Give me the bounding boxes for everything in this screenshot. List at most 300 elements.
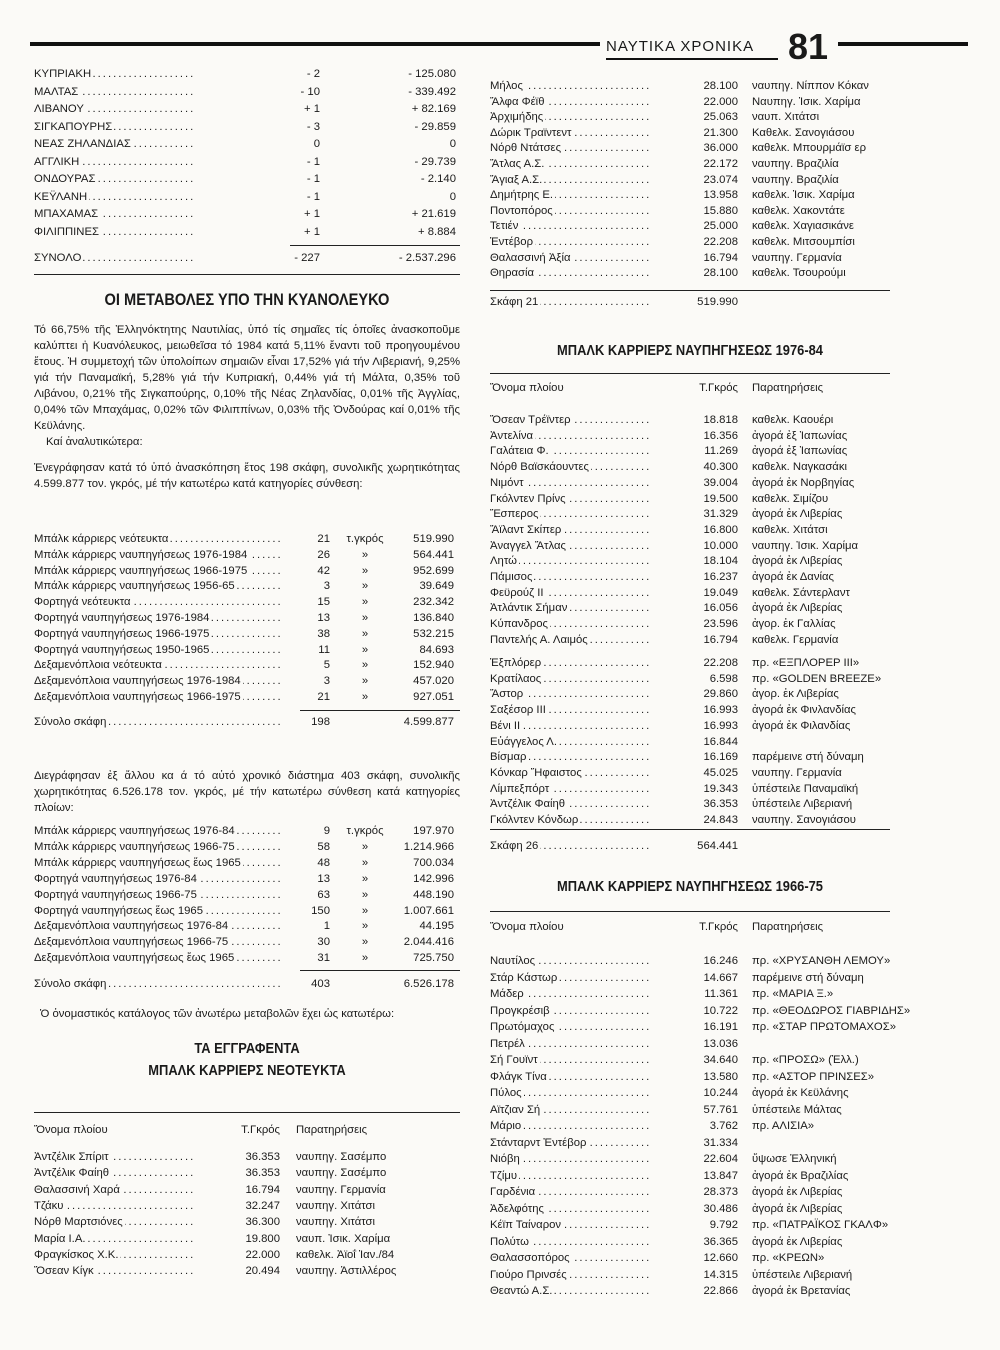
ship-remarks: ἀγορά ἐκ Δανίας bbox=[752, 571, 834, 583]
ship-row bbox=[0, 459, 1000, 475]
ship-remarks: ὑπέστειλε Μάλτας bbox=[752, 1103, 842, 1116]
ship-remarks: καθελκ. Χαγιασικάνε bbox=[752, 220, 854, 233]
category-unit: » bbox=[361, 840, 369, 853]
ship-gross: 11.361 bbox=[704, 988, 738, 1000]
ship-name: Ἐξπλόρερ bbox=[490, 657, 542, 669]
flag-tonnage: + 8.884 bbox=[417, 225, 456, 238]
ship-gross: 19.800 bbox=[245, 1232, 280, 1245]
ship-name: Κρατίλαος bbox=[490, 672, 542, 685]
category-count: 13 bbox=[317, 872, 330, 885]
ship-row bbox=[0, 1217, 1000, 1233]
list-intro: Ὁ ὀνομαστικός κατάλογος τῶν ἀνωτέρω μεταβολῶν ἔχει ὡς κατωτέρω: bbox=[40, 1008, 395, 1020]
ship-name: Γιούρο Πρινσές bbox=[490, 1268, 567, 1281]
bulk-1976-84-total-label: Σκάφη 26 bbox=[490, 840, 539, 852]
magazine-title: ΝΑΥΤΙΚΑ ΧΡΟΝΙΚΑ bbox=[606, 38, 755, 55]
ship-gross: 36.300 bbox=[245, 1216, 280, 1229]
ship-name: Δώρικ Τραϊντεντ bbox=[490, 126, 572, 139]
flag-count: - 3 bbox=[306, 120, 320, 133]
ship-gross: 11.269 bbox=[704, 445, 738, 458]
ship-name: Αϊτζιαν Σή bbox=[490, 1103, 541, 1116]
ship-remarks: καθελκ. Σιμίζου bbox=[752, 492, 829, 505]
ship-name: Ἄτλας Α.Σ. bbox=[490, 158, 545, 170]
category-tonnage: 1.214.966 bbox=[403, 840, 454, 853]
ship-name: Νιμόντ bbox=[490, 476, 524, 489]
ship-gross: 22.208 bbox=[703, 657, 738, 669]
ship-remarks: καθελκ. Σάντερλαντ bbox=[752, 586, 850, 599]
ship-remarks: ναυπηγ. Χιτάτσι bbox=[296, 1199, 376, 1212]
category-label: Μπάλκ κάρριερς ναυπηγήσεως 1966-1975 bbox=[34, 564, 248, 577]
category-tonnage: 725.750 bbox=[413, 952, 454, 965]
category-label: Μπάλκ κάρριερς ναυπηγήσεως 1966-75 bbox=[34, 840, 235, 853]
ship-remarks: πρ. «ΠΑΤΡΑΪΚΟΣ ΓΚΑΛΦ» bbox=[752, 1219, 889, 1231]
ship-gross: 19.500 bbox=[703, 492, 738, 505]
ship-gross: 16.169 bbox=[703, 751, 738, 764]
column-gross-header: Τ.Γκρός bbox=[241, 1124, 280, 1136]
category-unit: » bbox=[361, 643, 369, 656]
ship-row bbox=[0, 632, 1000, 648]
ship-row bbox=[0, 702, 1000, 718]
page-number: 81 bbox=[788, 26, 829, 67]
ship-remarks: ἀγορά ἐκ Βραζιλίας bbox=[752, 1169, 849, 1182]
ship-name: Φραγκίσκος Χ.Κ. bbox=[34, 1248, 119, 1261]
ship-gross: 10.000 bbox=[703, 539, 738, 552]
ship-remarks: καθελκ. Χιτάτσι bbox=[752, 523, 828, 536]
ship-gross: 28.100 bbox=[703, 267, 738, 280]
ship-row bbox=[0, 1102, 1000, 1118]
ship-row bbox=[0, 1036, 1000, 1052]
category-total-count: 198 bbox=[311, 716, 330, 728]
ship-gross: 16.356 bbox=[703, 429, 738, 442]
ship-row bbox=[0, 796, 1000, 812]
column-gross-header: Τ.Γκρός bbox=[699, 921, 738, 933]
ship-gross: 13.036 bbox=[703, 1037, 738, 1050]
ship-remarks: καθελκ. Μπουρμάϊσ ερ bbox=[752, 142, 866, 155]
ship-remarks: ἀγορά ἐκ Λιβερίας bbox=[752, 1235, 843, 1248]
paragraph-deleted: Διεγράφησαν ἐξ ἄλλου κα ά τό αὐτό χρονικό διάστημα 403 σκάφη, συνολικῆς χωρητικότητας 6.526.178 τον. γκρός, μέ τήν κατωτέρω σύνθεση κατά κατηγορίες πλοίων: bbox=[34, 770, 460, 814]
ship-name: Πρωτόμαχος bbox=[490, 1021, 555, 1033]
ship-remarks: ναυπ. Ἰσικ. Χαρίμα bbox=[296, 1232, 391, 1245]
category-unit: » bbox=[361, 888, 369, 901]
ship-remarks: πρ. «ΕΞΠΛΟΡΕΡ ΙΙΙ» bbox=[752, 657, 860, 669]
ship-row bbox=[0, 125, 1000, 141]
ship-remarks: ὕψωσε Ἑλληνική bbox=[752, 1153, 837, 1165]
flag-tonnage: - 29.739 bbox=[414, 155, 456, 168]
ship-name: Πύλος bbox=[490, 1087, 522, 1099]
ship-row bbox=[0, 1234, 1000, 1250]
category-count: 3 bbox=[323, 675, 330, 688]
category-count: 38 bbox=[317, 627, 330, 640]
ship-remarks: ἀγορά ἐκ Λιβερίας bbox=[752, 555, 843, 568]
category-count: 21 bbox=[317, 691, 330, 703]
flag-name: ΛΙΒΑΝΟΥ bbox=[34, 103, 84, 115]
ship-gross: 21.300 bbox=[703, 126, 738, 139]
ship-row bbox=[0, 1118, 1000, 1134]
ship-name: Φεϋρούζ ΙΙ bbox=[490, 586, 544, 599]
ship-row bbox=[0, 172, 1000, 188]
ship-name: Τετιέν bbox=[490, 220, 519, 233]
category-unit: » bbox=[361, 580, 369, 593]
ship-name: Παντελής Α. Λαιμός bbox=[490, 633, 588, 646]
ship-gross: 22.000 bbox=[245, 1248, 280, 1261]
ship-name: Στάρ Κάστωρ bbox=[490, 971, 558, 984]
category-tonnage: 448.190 bbox=[413, 888, 454, 901]
ship-name: Ἄλφα Φέϊθ bbox=[490, 95, 545, 108]
category-label: Φορτηγά ναυπηγήσεως 1966-75 bbox=[34, 888, 197, 901]
ship-remarks: πρ. «ΣΤΑΡ ΠΡΩΤΟΜΑΧΟΣ» bbox=[752, 1021, 896, 1033]
ship-name: Μαρία Ι.Α. bbox=[34, 1232, 86, 1245]
ship-name: Ποντοπόρος bbox=[490, 204, 553, 217]
ship-row bbox=[0, 1052, 1000, 1068]
ship-remarks: καθελκ. Μιτσουμπίσι bbox=[752, 236, 855, 248]
ship-name: Ἀναγγελ Ἄτλας bbox=[490, 539, 566, 552]
category-label: Φορτηγά ναυπηγήσεως ἕως 1965 bbox=[34, 904, 203, 917]
category-unit: » bbox=[361, 920, 369, 933]
category-label: Μπάλκ κάρριερς ναυπηγήσεως 1956-65 bbox=[34, 580, 235, 593]
ship-gross: 23.596 bbox=[703, 618, 738, 631]
ship-name: Ὄσεαν Τρέϊντερ bbox=[490, 414, 571, 426]
ship-name: Λητώ bbox=[490, 555, 517, 568]
ship-name: Ὄσεαν Κίγκ bbox=[34, 1265, 94, 1278]
ship-gross: 13.580 bbox=[703, 1070, 738, 1083]
section-title-changes: ΟΙ ΜΕΤΑΒΟΛΕΣ ΥΠΟ ΤΗΝ ΚΥΑΝΟΛΕΥΚΟ bbox=[104, 290, 390, 309]
ship-row bbox=[0, 475, 1000, 491]
bulk-1976-84-sum-line bbox=[490, 829, 890, 830]
ship-gross: 36.353 bbox=[245, 1167, 280, 1180]
ship-gross: 16.794 bbox=[703, 251, 738, 264]
category-total-label: Σύνολο σκάφη bbox=[34, 716, 107, 728]
ship-name: Θαλασσοπόρος bbox=[490, 1252, 570, 1264]
category-tonnage: 564.441 bbox=[413, 548, 454, 561]
ship-remarks: ναυπηγ. Ἰσικ. Χαρίμα bbox=[752, 539, 859, 552]
bulk-1976-84-total-value: 564.441 bbox=[697, 840, 738, 852]
newbuilt-total-value: 519.990 bbox=[697, 296, 738, 308]
ship-gross: 31.329 bbox=[703, 508, 738, 521]
ship-remarks: πρ. «ΘΕΟΔΩΡΟΣ ΓΙΑΒΡΙΔΗΣ» bbox=[752, 1004, 911, 1017]
ship-row bbox=[0, 1201, 1000, 1217]
ship-remarks: ναυπηγ. Γερμανία bbox=[296, 1183, 386, 1196]
bulk-1976-84-top-line bbox=[490, 373, 890, 374]
ship-gross: 6.598 bbox=[709, 672, 738, 685]
flag-count: - 1 bbox=[306, 173, 320, 185]
ship-row bbox=[0, 265, 1000, 281]
category-count: 58 bbox=[317, 840, 330, 853]
flag-name: ΣΙΓΚΑΠΟΥΡΗΣ bbox=[34, 120, 113, 133]
ship-gross: 16.844 bbox=[703, 735, 738, 748]
flag-count: - 2 bbox=[306, 68, 320, 80]
ship-row bbox=[0, 686, 1000, 702]
ship-gross: 22.172 bbox=[703, 158, 738, 170]
ship-gross: 10.722 bbox=[703, 1004, 738, 1017]
ship-name: Κύπανδρος bbox=[490, 618, 548, 631]
category-label: Φορτηγά ναυπηγήσεως 1966-1975 bbox=[34, 627, 210, 640]
ship-name: Μάριο bbox=[490, 1120, 522, 1132]
ship-gross: 28.373 bbox=[703, 1186, 738, 1198]
ship-remarks: ἀγορά ἐκ Λιβερίας bbox=[752, 508, 843, 521]
flag-name: ΝΕΑΣ ΖΗΛΑΝΔΙΑΣ bbox=[34, 138, 131, 150]
ship-name: Νόρθ Ντάτσες bbox=[490, 142, 562, 155]
flag-count: + 1 bbox=[303, 225, 320, 238]
ship-row bbox=[0, 109, 1000, 125]
ship-row bbox=[0, 616, 1000, 632]
ship-gross: 36.365 bbox=[703, 1235, 738, 1248]
ship-remarks: ναυπηγ. Βραζιλία bbox=[752, 158, 839, 170]
newbuilt-total-row bbox=[0, 294, 1000, 310]
ship-gross: 18.104 bbox=[703, 555, 738, 568]
ship-row bbox=[0, 671, 1000, 687]
header-rule-right bbox=[838, 42, 968, 46]
flag-tonnage: + 82.169 bbox=[411, 103, 456, 115]
ship-remarks: καθελκ. Γερμανία bbox=[752, 633, 839, 646]
ship-row bbox=[0, 1267, 1000, 1283]
ship-remarks: πρ. «ΧΡΥΣΑΝΘΗ ΛΕΜΟΥ» bbox=[752, 955, 891, 967]
ship-name: Σαξέσορ ΙΙΙ bbox=[490, 704, 546, 717]
category-unit: » bbox=[361, 936, 369, 949]
category-label: Φορτηγά ναυπηγήσεως 1950-1965 bbox=[34, 643, 210, 656]
category-label: Δεξαμενόπλοια ναυπηγήσεως 1976-84 bbox=[34, 920, 229, 933]
ship-name: Γκόλντεν Πρίνς bbox=[490, 492, 566, 505]
ship-row bbox=[0, 1168, 1000, 1184]
ship-remarks: πρ. ΑΛΙΣΙΑ» bbox=[752, 1120, 815, 1132]
ship-name: Ἀρχιμήδης bbox=[490, 111, 544, 124]
ship-remarks: ὑπέστειλε Λιβεριανή bbox=[752, 798, 853, 811]
flag-name: ΚΥΠΡΙΑΚΗ bbox=[34, 68, 92, 80]
flag-name: ΜΑΛΤΑΣ bbox=[34, 85, 79, 98]
ship-remarks: ναυπηγ. Βραζιλία bbox=[752, 173, 839, 186]
ship-name: Ἔσπερος bbox=[490, 508, 539, 521]
ship-name: Θαλασσινή Ἀξία bbox=[490, 251, 571, 264]
ship-gross: 36.000 bbox=[703, 142, 738, 155]
ship-row bbox=[0, 234, 1000, 250]
ship-name: Θηρασία bbox=[490, 267, 535, 280]
category-count: 13 bbox=[317, 612, 330, 624]
flag-count: 0 bbox=[313, 138, 320, 150]
ship-name: Ἀτλάντικ Σήμαν bbox=[490, 602, 568, 615]
ship-name: Ναυτίλος bbox=[490, 955, 536, 967]
ship-remarks: ἀγορά ἐκ Βρετανίας bbox=[752, 1285, 851, 1297]
column-remarks-header: Παρατηρήσεις bbox=[752, 382, 824, 394]
ship-gross: 16.191 bbox=[703, 1021, 738, 1033]
ship-remarks: ναυπηγ. Χιτάτσι bbox=[296, 1216, 376, 1229]
ship-gross: 16.237 bbox=[703, 571, 738, 583]
category-count: 5 bbox=[323, 659, 330, 672]
category-unit: » bbox=[361, 675, 369, 688]
newbuilt-right-sum-line bbox=[490, 290, 890, 291]
category-count: 42 bbox=[317, 564, 330, 577]
ship-row bbox=[0, 250, 1000, 266]
ship-name: Γκόλντεν Κόνδωρ bbox=[490, 814, 579, 826]
flag-tonnage: - 2.140 bbox=[420, 173, 456, 185]
paragraph-shares: Τό 66,75% τῆς Ἑλληνόκτητης Ναυτιλίας, ὑπό τίς σημαῖες τίς ὁποῖες ἀνασκοποῦμε καλύπτει ἡ Κυανόλευκος, μειωθεῖσα τό 1984 κατά 5,11% ἔναντι τοῦ προηγουμένου ἔτους. Ἡ συμμετοχή τῶν ὑπολοίπων σημαιῶν εἶναι 17,52% γιά τήν Λιβεριανή, 9,25% γιά τήν Παναμαϊκή, 5,28% γιά τήν Κυπριακή, 0,44% γιά τή Μάλτα, 0,35% τοῦ Λιβάνου, 0,21% τῆς Σιγκαπούρης, 0,10% τῆς Νέας Ζηλανδίας, 0,01% τῆς Ἀγγλίας, 0,04% τῶν Μπαχάμας, 0,02% τῶν Φιλιππίνων, 0,03% τῆς Ὀνδούρας καί 0,01% τῆς Κεϋλάνης. bbox=[34, 324, 460, 432]
ship-remarks: Ναυπηγ. Ἰσικ. Χαρίμα bbox=[752, 95, 861, 108]
ship-name: Ἀντζέλικ Φαίηθ bbox=[490, 798, 566, 811]
ship-row bbox=[0, 78, 1000, 94]
ship-gross: 19.049 bbox=[703, 586, 738, 599]
ship-name: Μήλος bbox=[490, 80, 523, 92]
ship-remarks: ναυπηγ. Σασέμπο bbox=[296, 1151, 387, 1163]
column-name-header: Ὄνομα πλοίου bbox=[490, 382, 564, 394]
ship-row bbox=[0, 569, 1000, 585]
category-label: Φορτηγά νεότευκτα bbox=[34, 596, 131, 609]
ship-gross: 34.640 bbox=[703, 1054, 738, 1066]
category-label: Μπάλκ κάρριερς νεότευκτα bbox=[34, 533, 169, 545]
ship-gross: 14.667 bbox=[703, 971, 738, 984]
flag-tonnage: - 29.859 bbox=[414, 120, 456, 133]
flag-name: ΑΓΓΛΙΚΗ bbox=[34, 155, 80, 168]
ship-gross: 16.993 bbox=[703, 719, 738, 732]
category-count: 31 bbox=[317, 952, 330, 965]
ship-gross: 16.800 bbox=[703, 523, 738, 536]
ship-gross: 25.000 bbox=[703, 220, 738, 233]
category-count: 1 bbox=[323, 920, 330, 933]
category-label: Δεξαμενόπλοια ναυπηγήσεως 1966-75 bbox=[34, 936, 229, 949]
ship-gross: 32.247 bbox=[245, 1199, 280, 1212]
ship-gross: 13.958 bbox=[703, 189, 738, 202]
ship-gross: 40.300 bbox=[703, 461, 738, 474]
category-label: Μπάλκ κάρριερς ναυπηγήσεως ἕως 1965 bbox=[34, 856, 241, 869]
ship-name: Γαρδένια bbox=[490, 1186, 536, 1198]
category-unit: » bbox=[361, 952, 369, 965]
section-title-newbuilt: ΜΠΑΛΚ ΚΑΡΡΙΕΡΣ ΝΕΟΤΕΥΚΤΑ bbox=[148, 1062, 346, 1079]
ship-remarks: καθελκ. Ἀϊοΐ Ἰαν./84 bbox=[296, 1248, 395, 1261]
ship-remarks: ἀγορά ἐκ Φινλανδίας bbox=[752, 704, 856, 717]
ship-row bbox=[0, 491, 1000, 507]
column-name-header: Ὄνομα πλοίου bbox=[490, 921, 564, 933]
ship-gross: 30.486 bbox=[703, 1202, 738, 1215]
bulk-1976-84-header-row bbox=[0, 380, 1000, 396]
ship-row bbox=[0, 1085, 1000, 1101]
ship-gross: 22.208 bbox=[703, 236, 738, 248]
ship-remarks: καθελκ. Χακοντάτε bbox=[752, 204, 845, 217]
ship-name: Γαλάτεια Φ. bbox=[490, 445, 549, 458]
ship-name: Μάδερ bbox=[490, 988, 524, 1000]
category-unit: » bbox=[361, 691, 369, 703]
ship-gross: 28.100 bbox=[703, 80, 738, 92]
category-label: Φορτηγά ναυπηγήσεως 1976-84 bbox=[34, 872, 197, 885]
column-remarks-header: Παρατηρήσεις bbox=[296, 1124, 368, 1136]
ship-remarks: ἀγορά ἐκ Λιβερίας bbox=[752, 1202, 843, 1215]
ship-remarks: πρ. «ΜΑΡΙΑ Ξ.» bbox=[752, 988, 834, 1000]
category-unit: » bbox=[361, 612, 369, 624]
ship-gross: 3.762 bbox=[709, 1120, 738, 1132]
ship-row bbox=[0, 1135, 1000, 1151]
flag-count: - 1 bbox=[306, 190, 320, 203]
category-unit: » bbox=[361, 904, 369, 917]
category-tonnage: 232.342 bbox=[413, 596, 454, 609]
ship-name: Σή Γουϊντ bbox=[490, 1054, 538, 1066]
ship-remarks: ναυπηγ. Νίππον Κόκαν bbox=[752, 80, 869, 92]
category-unit: » bbox=[361, 872, 369, 885]
ship-name: Κόνκαρ Ἥφαιστος bbox=[490, 766, 582, 779]
ship-row bbox=[0, 156, 1000, 172]
category-tonnage: 197.970 bbox=[413, 825, 454, 837]
ship-row bbox=[0, 443, 1000, 459]
ship-gross: 36.353 bbox=[703, 798, 738, 811]
ship-remarks: ναυπηγ. Γερμανία bbox=[752, 251, 842, 264]
ship-row bbox=[0, 1069, 1000, 1085]
ship-remarks: ἀγορά ἐκ Κεϋλάνης bbox=[752, 1087, 849, 1099]
category-label: Δεξαμενόπλοια ναυπηγήσεως 1966-1975 bbox=[34, 691, 241, 703]
category-label: Μπάλκ κάρριερς ναυπηγήσεως 1976-1984 bbox=[34, 548, 248, 561]
ship-remarks: ἀγορ. ἐκ Γαλλίας bbox=[752, 618, 836, 631]
flag-total-tonnage: - 2.537.296 bbox=[398, 252, 456, 264]
category-tonnage: 952.699 bbox=[413, 564, 454, 577]
ship-gross: 16.246 bbox=[703, 955, 738, 967]
ship-remarks: ναυπ. Χιτάτσι bbox=[752, 111, 820, 124]
ship-gross: 36.353 bbox=[245, 1151, 280, 1163]
ship-row bbox=[0, 734, 1000, 750]
column-gross-header: Τ.Γκρός bbox=[699, 382, 738, 394]
ship-name: Ἀντελίνα bbox=[490, 429, 534, 442]
ship-row bbox=[0, 812, 1000, 828]
ship-remarks: καθελκ. Καουέρι bbox=[752, 414, 834, 426]
ship-row bbox=[0, 218, 1000, 234]
category-tonnage: 44.195 bbox=[419, 920, 454, 933]
ship-name: Πετρέλ bbox=[490, 1037, 525, 1050]
ship-row bbox=[0, 655, 1000, 671]
ship-row bbox=[0, 986, 1000, 1002]
ship-gross: 15.880 bbox=[703, 204, 738, 217]
flag-count: - 10 bbox=[300, 85, 320, 98]
ship-name: Νόρθ Μαρτσιόνες bbox=[34, 1216, 123, 1229]
category-tonnage: 152.940 bbox=[413, 659, 454, 672]
ship-gross: 13.847 bbox=[703, 1169, 738, 1182]
ship-name: Τζίμυ bbox=[490, 1169, 518, 1182]
category-count: 3 bbox=[323, 580, 330, 593]
ship-gross: 16.794 bbox=[245, 1183, 280, 1196]
category-unit: τ.γκρός bbox=[346, 533, 384, 545]
category-unit: » bbox=[361, 856, 369, 869]
category-unit: » bbox=[361, 627, 369, 640]
ship-remarks: παρέμεινε στή δύναμη bbox=[752, 971, 864, 984]
ship-gross: 57.761 bbox=[703, 1103, 738, 1116]
bulk-1976-84-total-row bbox=[0, 838, 1000, 854]
category-unit: » bbox=[361, 564, 369, 577]
flag-total-count: - 227 bbox=[294, 252, 320, 264]
ship-gross: 16.794 bbox=[703, 633, 738, 646]
ship-gross: 22.000 bbox=[703, 95, 738, 108]
ship-name: Ἀντζέλικ Σπίριτ bbox=[34, 1151, 109, 1163]
category-count: 48 bbox=[317, 856, 330, 869]
ship-remarks: πρ. «ΑΣΤΟΡ ΠΡΙΝΣΕΣ» bbox=[752, 1070, 875, 1083]
ship-remarks: ναυπηγ. Σανογιάσου bbox=[752, 814, 856, 826]
ship-row bbox=[0, 203, 1000, 219]
ship-row bbox=[0, 428, 1000, 444]
ship-row bbox=[0, 1151, 1000, 1167]
ship-remarks: καθελκ. Τσουρούμι bbox=[752, 267, 846, 280]
ship-name: Θεαντώ Α.Σ. bbox=[490, 1285, 553, 1297]
ship-remarks: ὑπέστειλε Παναμαϊκή bbox=[752, 782, 859, 795]
ship-remarks: ναυπηγ. Γερμανία bbox=[752, 766, 842, 779]
ship-name: Νιόβη bbox=[490, 1153, 520, 1165]
ship-name: Πολύτω bbox=[490, 1235, 529, 1248]
category-count: 26 bbox=[317, 548, 330, 561]
category-label: Δεξαμενόπλοια ναυπηγήσεως 1976-1984 bbox=[34, 675, 241, 688]
category-total-count: 403 bbox=[311, 978, 330, 990]
ship-name: Ἐντέβορ bbox=[490, 236, 533, 248]
flag-count: + 1 bbox=[303, 208, 320, 220]
ship-name: Προγκρέσιβ bbox=[490, 1004, 550, 1017]
category-tonnage: 532.215 bbox=[413, 627, 454, 640]
ship-name: Βίσμαρ bbox=[490, 751, 527, 764]
ship-row bbox=[0, 765, 1000, 781]
category-unit: » bbox=[361, 548, 369, 561]
section-title-bulk-1976-84: ΜΠΑΛΚ ΚΑΡΡΙΕΡΣ ΝΑΥΠΗΓΗΣΕΩΣ 1976-84 bbox=[557, 342, 823, 359]
category-count: 150 bbox=[311, 904, 330, 917]
category-tonnage: 1.007.661 bbox=[403, 904, 454, 917]
ship-row bbox=[0, 506, 1000, 522]
ship-name: Ἀντζέλικ Φαίηθ bbox=[34, 1167, 110, 1180]
ship-gross: 22.866 bbox=[703, 1285, 738, 1297]
